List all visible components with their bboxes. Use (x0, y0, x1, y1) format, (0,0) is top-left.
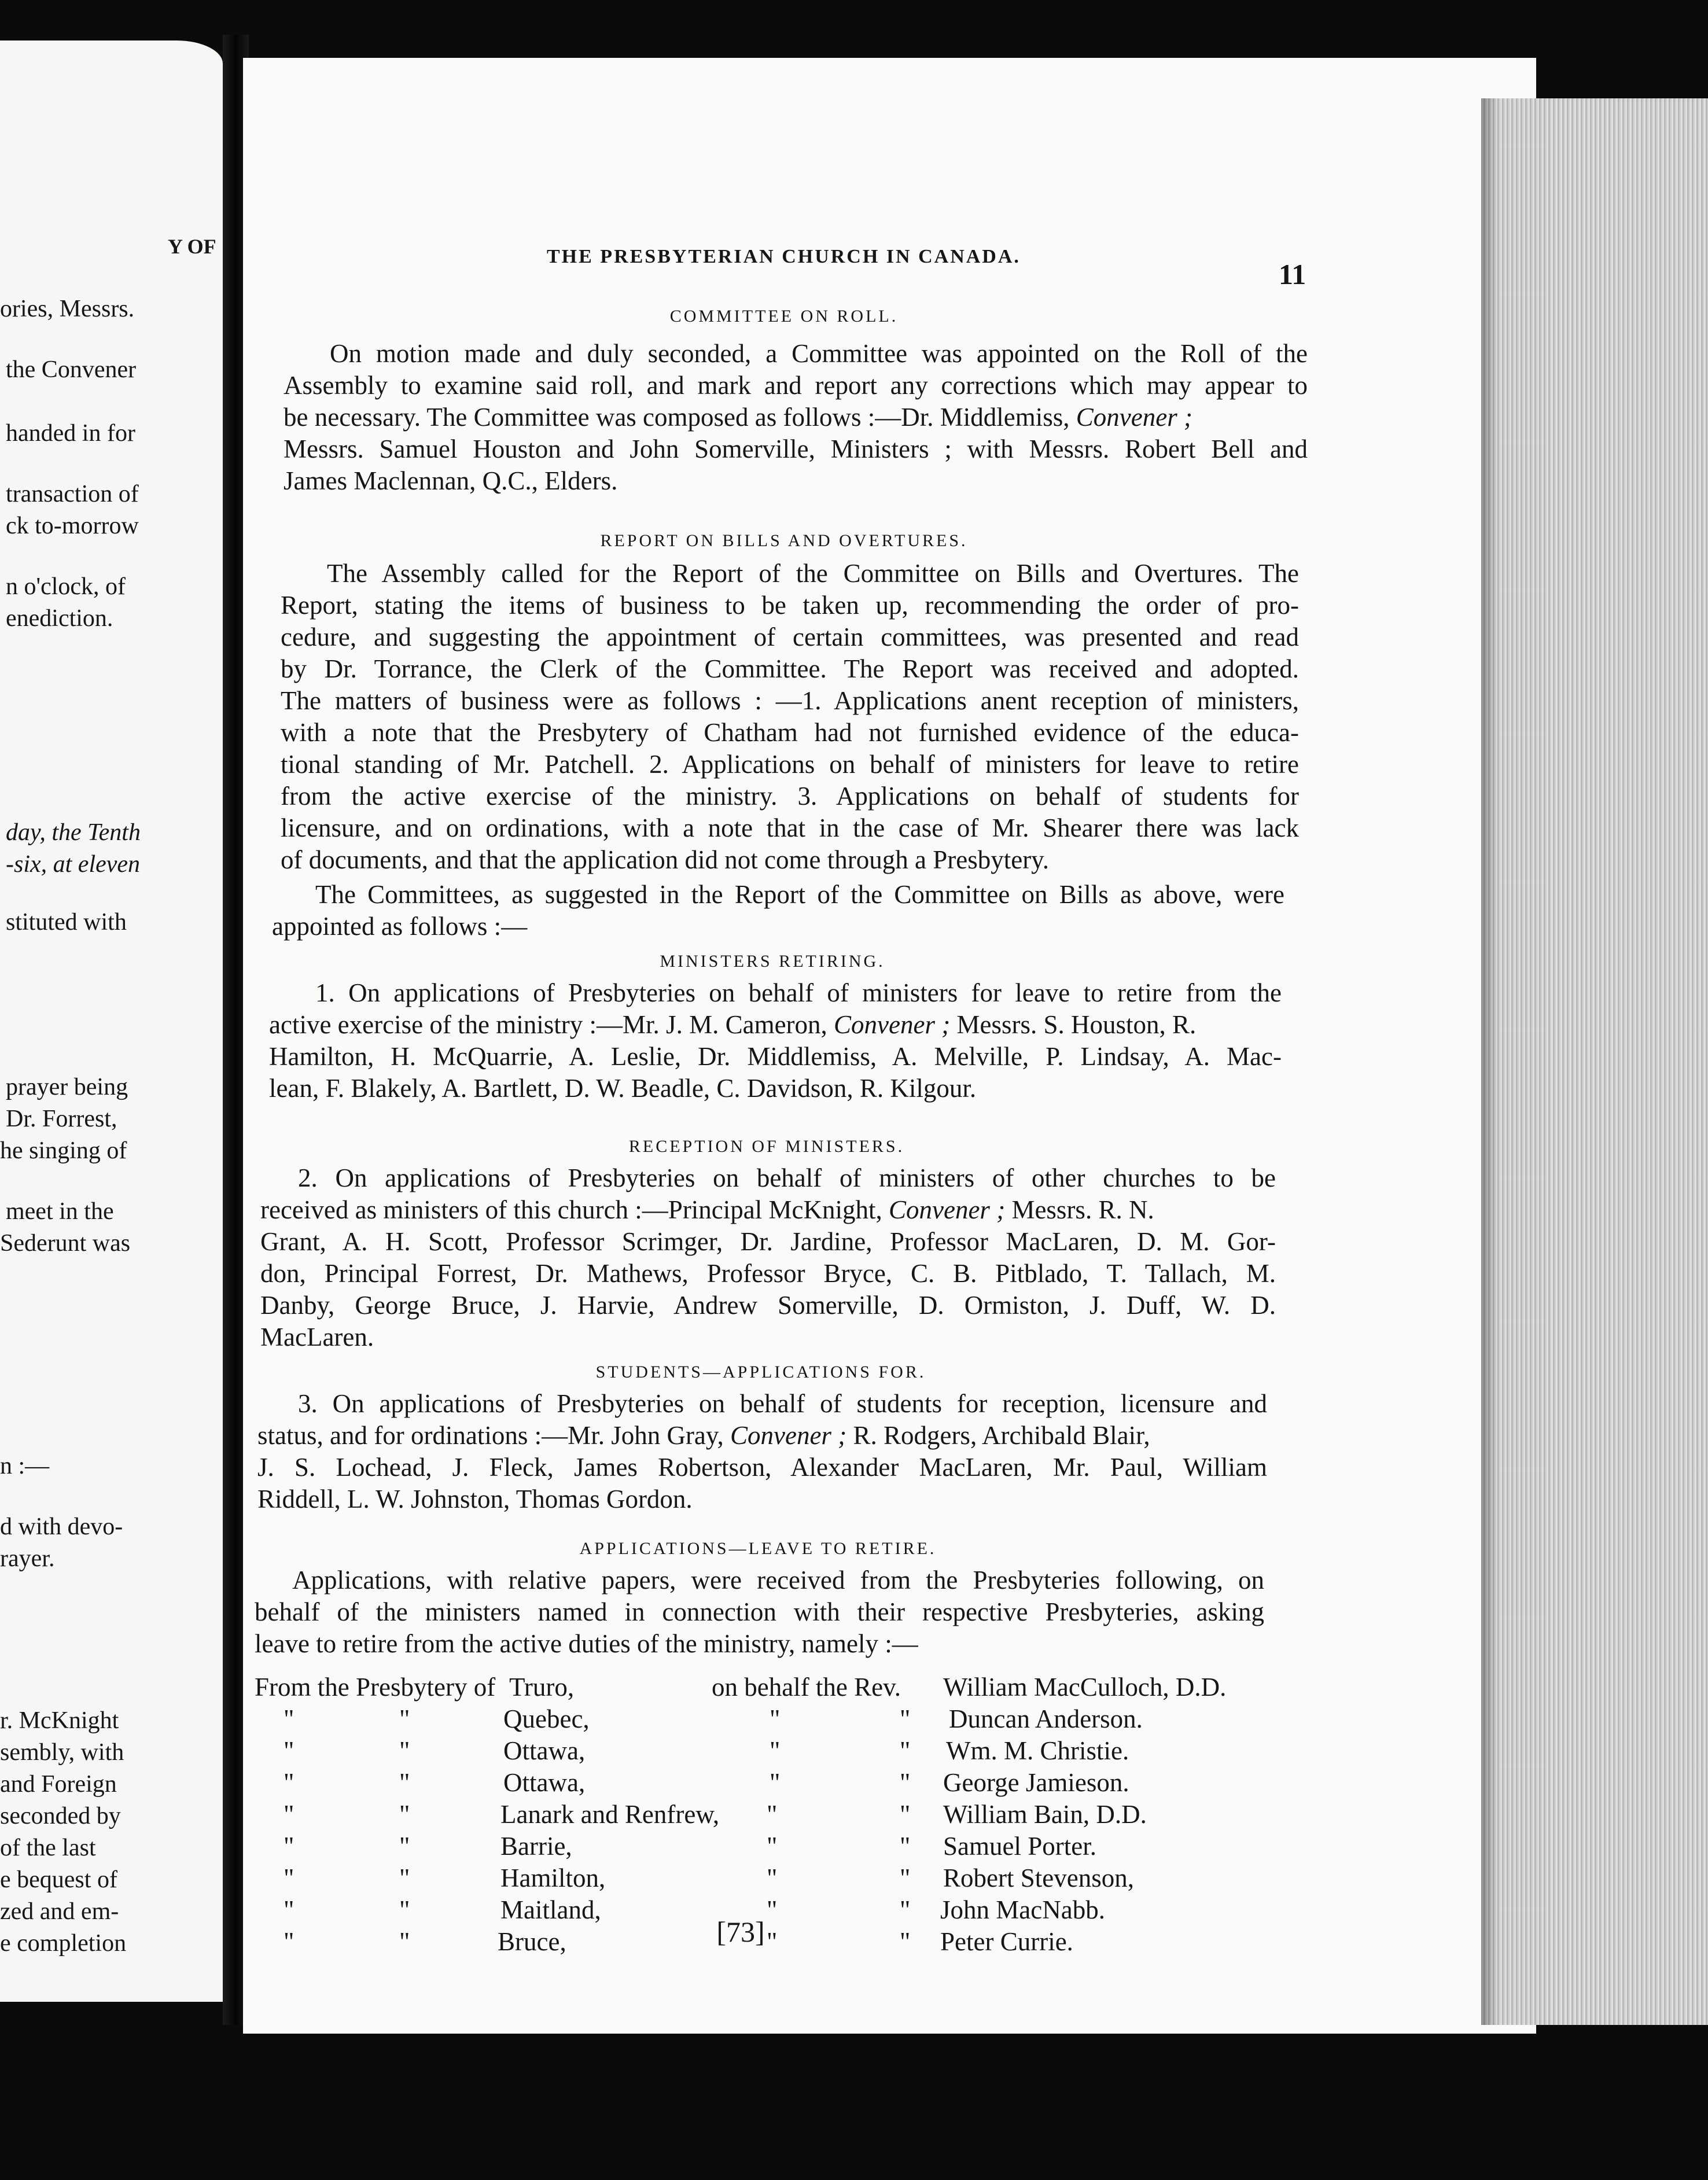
table-cell-minister: William MacCulloch, D.D. (943, 1673, 1227, 1702)
left-fragment: Dr. Forrest, (6, 1106, 117, 1132)
left-fragment: ck to-morrow (6, 513, 139, 539)
ditto-mark: " (284, 1800, 295, 1829)
paragraph-line: active exercise of the ministry :—Mr. J. M. Cameron, Convener ; Messrs. S. Houston, R. (269, 1010, 1197, 1039)
left-fragment: Y OF (168, 235, 216, 258)
section-heading-reception: RECEPTION OF MINISTERS. (628, 1137, 905, 1156)
paragraph-line: The Committees, as suggested in the Report of the Committee on Bills as above, were (315, 880, 1284, 909)
paragraph-line: of documents, and that the application did not come through a Presbytery. (281, 845, 1050, 874)
paragraph-line: licensure, and on ordinations, with a note that in the case of Mr. Shearer there was lack (281, 813, 1299, 842)
ditto-mark: " (284, 1736, 295, 1765)
table-cell-presbytery: Maitland, (500, 1895, 601, 1924)
paragraph-line: Messrs. Samuel Houston and John Somerville, Ministers ; with Messrs. Robert Bell and (284, 434, 1308, 463)
left-fragment: seconded by (0, 1803, 121, 1829)
paragraph-line: The matters of business were as follows : —1. Applications anent reception of ministers, (281, 686, 1299, 715)
ditto-mark: " (900, 1864, 911, 1892)
table-cell-presbytery: Quebec, (503, 1704, 590, 1733)
ditto-mark: " (900, 1736, 911, 1765)
paragraph-line: On motion made and duly seconded, a Committee was appointed on the Roll of the (330, 339, 1308, 368)
left-fragment: d with devo- (0, 1514, 123, 1540)
paragraph-line: Riddell, L. W. Johnston, Thomas Gordon. (257, 1485, 693, 1514)
table-cell-minister: Robert Stevenson, (943, 1864, 1134, 1892)
paragraph-line: 1. On applications of Presbyteries on behalf of ministers for leave to retire from the (315, 978, 1282, 1007)
paragraph-line: appointed as follows :— (272, 912, 528, 941)
ditto-mark: " (767, 1864, 778, 1892)
left-fragment: handed in for (6, 420, 135, 447)
signature-mark: [73] (716, 1916, 765, 1948)
ditto-mark: " (900, 1768, 911, 1797)
left-fragment: e completion (0, 1930, 127, 1957)
left-fragment: -six, at eleven (6, 851, 141, 878)
section-heading-students: STUDENTS—APPLICATIONS FOR. (595, 1362, 926, 1382)
table-cell-presbytery: Barrie, (500, 1832, 572, 1861)
paragraph-line: from the active exercise of the ministry. 3. Applications on behalf of students for (281, 782, 1299, 811)
ditto-mark: " (284, 1927, 295, 1956)
ditto-mark: " (770, 1704, 781, 1733)
ditto-mark: " (399, 1704, 410, 1733)
page-edges (1481, 98, 1708, 2025)
left-fragment: and Foreign (0, 1771, 117, 1798)
ditto-mark: " (399, 1736, 410, 1765)
table-cell-presbytery: Lanark and Renfrew, (500, 1800, 720, 1829)
paragraph-line: don, Principal Forrest, Dr. Mathews, Professor Bryce, C. B. Pitblado, T. Tallach, M. (260, 1259, 1276, 1288)
left-fragment: the Convener (6, 356, 137, 383)
ditto-mark: " (900, 1832, 911, 1861)
paragraph-line: status, and for ordinations :—Mr. John Gray, Convener ; R. Rodgers, Archibald Blair, (257, 1421, 1150, 1450)
ditto-mark: " (770, 1736, 781, 1765)
facing-page-fragment (0, 40, 223, 2002)
table-cell-minister: Wm. M. Christie. (946, 1736, 1129, 1765)
left-fragment: n o'clock, of (6, 573, 126, 600)
running-head: THE PRESBYTERIAN CHURCH IN CANADA. (547, 246, 1021, 267)
ditto-mark: " (767, 1895, 778, 1924)
table-cell-minister: John MacNabb. (940, 1895, 1105, 1924)
paragraph-line: Grant, A. H. Scott, Professor Scrimger, Dr. Jardine, Professor MacLaren, D. M. Gor- (260, 1227, 1276, 1256)
paragraph-line: 3. On applications of Presbyteries on behalf of students for reception, licensure and (298, 1389, 1267, 1418)
paragraph-line: received as ministers of this church :—Principal McKnight, Convener ; Messrs. R. N. (260, 1195, 1154, 1224)
paragraph-line: leave to retire from the active duties of the ministry, namely :— (255, 1629, 918, 1658)
ditto-mark: " (767, 1800, 778, 1829)
table-cell-presbytery: Truro, (509, 1673, 575, 1702)
paragraph-line: Report, stating the items of business to be taken up, recommending the order of pro- (281, 591, 1299, 620)
paragraph-line: tional standing of Mr. Patchell. 2. Applications on behalf of ministers for leave to retire (281, 750, 1299, 779)
left-fragment: enediction. (6, 605, 113, 632)
ditto-mark: " (399, 1768, 410, 1797)
left-fragment: r. McKnight (0, 1707, 119, 1734)
left-fragment: of the last (0, 1835, 96, 1861)
ditto-mark: " (399, 1864, 410, 1892)
left-fragment: rayer. (0, 1545, 55, 1572)
ditto-mark: " (900, 1927, 911, 1956)
page-edges-shadow (1481, 98, 1499, 2025)
ditto-mark: " (284, 1864, 295, 1892)
page-number: 11 (1279, 258, 1306, 290)
left-fragment: meet in the (6, 1198, 114, 1225)
ditto-mark: " (399, 1927, 410, 1956)
paragraph-line: by Dr. Torrance, the Clerk of the Committee. The Report was received and adopted. (281, 654, 1299, 683)
paragraph-line: behalf of the ministers named in connection with their respective Presbyteries, asking (255, 1597, 1264, 1626)
left-fragment: zed and em- (0, 1898, 119, 1925)
section-heading-leave: APPLICATIONS—LEAVE TO RETIRE. (579, 1539, 937, 1558)
left-fragment: he singing of (0, 1137, 127, 1164)
paragraph-line: Hamilton, H. McQuarrie, A. Leslie, Dr. Middlemiss, A. Melville, P. Lindsay, A. Mac- (269, 1042, 1282, 1071)
paragraph-line: The Assembly called for the Report of the Committee on Bills and Overtures. The (327, 559, 1299, 588)
paragraph-line: cedure, and suggesting the appointment of certain committees, was presented and read (281, 623, 1299, 651)
table-cell-behalf: on behalf the Rev. (712, 1673, 901, 1702)
ditto-mark: " (284, 1895, 295, 1924)
paragraph-line: J. S. Lochead, J. Fleck, James Robertson, Alexander MacLaren, Mr. Paul, William (257, 1453, 1267, 1482)
table-cell-presbytery: Ottawa, (503, 1768, 586, 1797)
left-fragment: n :— (0, 1453, 50, 1479)
ditto-mark: " (770, 1768, 781, 1797)
left-fragment: Sederunt was (0, 1230, 131, 1257)
table-cell-minister: Peter Currie. (940, 1927, 1073, 1956)
ditto-mark: " (900, 1800, 911, 1829)
ditto-mark: " (284, 1704, 295, 1733)
paragraph-line: Danby, George Bruce, J. Harvie, Andrew Somerville, D. Ormiston, J. Duff, W. D. (260, 1291, 1276, 1320)
table-cell-presbytery: Bruce, (498, 1927, 566, 1956)
ditto-mark: " (399, 1895, 410, 1924)
paragraph-line: Applications, with relative papers, were received from the Presbyteries following, on (292, 1566, 1264, 1595)
left-fragment: prayer being (6, 1074, 128, 1100)
ditto-mark: " (767, 1832, 778, 1861)
left-fragment: stituted with (6, 909, 127, 936)
table-cell-minister: Duncan Anderson. (949, 1704, 1143, 1733)
table-cell-from: From the Presbytery of (255, 1673, 496, 1702)
ditto-mark: " (399, 1832, 410, 1861)
section-heading-roll: COMMITTEE ON ROLL. (669, 307, 899, 326)
table-cell-minister: William Bain, D.D. (943, 1800, 1147, 1829)
left-fragment: transaction of (6, 481, 139, 507)
ditto-mark: " (284, 1768, 295, 1797)
table-cell-minister: George Jamieson. (943, 1768, 1129, 1797)
table-cell-minister: Samuel Porter. (943, 1832, 1096, 1861)
ditto-mark: " (399, 1800, 410, 1829)
section-heading-bills: REPORT ON BILLS AND OVERTURES. (600, 531, 968, 550)
left-fragment: day, the Tenth (6, 819, 141, 846)
left-fragment: sembly, with (0, 1739, 124, 1766)
ditto-mark: " (900, 1704, 911, 1733)
table-cell-presbytery: Hamilton, (500, 1864, 606, 1892)
ditto-mark: " (900, 1895, 911, 1924)
paragraph-line: lean, F. Blakely, A. Bartlett, D. W. Beadle, C. Davidson, R. Kilgour. (269, 1074, 977, 1103)
paragraph-line: be necessary. The Committee was composed as follows :—Dr. Middlemiss, Convener ; (284, 403, 1192, 432)
paragraph-line: with a note that the Presbytery of Chatham had not furnished evidence of the educa- (281, 718, 1299, 747)
left-fragment: e bequest of (0, 1866, 117, 1893)
ditto-mark: " (767, 1927, 778, 1956)
table-cell-presbytery: Ottawa, (503, 1736, 586, 1765)
paragraph-line: 2. On applications of Presbyteries on behalf of ministers of other churches to be (298, 1163, 1276, 1192)
left-fragment: ories, Messrs. (0, 296, 135, 322)
ditto-mark: " (284, 1832, 295, 1861)
paragraph-line: James Maclennan, Q.C., Elders. (284, 466, 618, 495)
paragraph-line: MacLaren. (260, 1323, 374, 1352)
section-heading-retiring: MINISTERS RETIRING. (660, 952, 885, 971)
paragraph-line: Assembly to examine said roll, and mark and report any corrections which may appear to (284, 371, 1308, 400)
